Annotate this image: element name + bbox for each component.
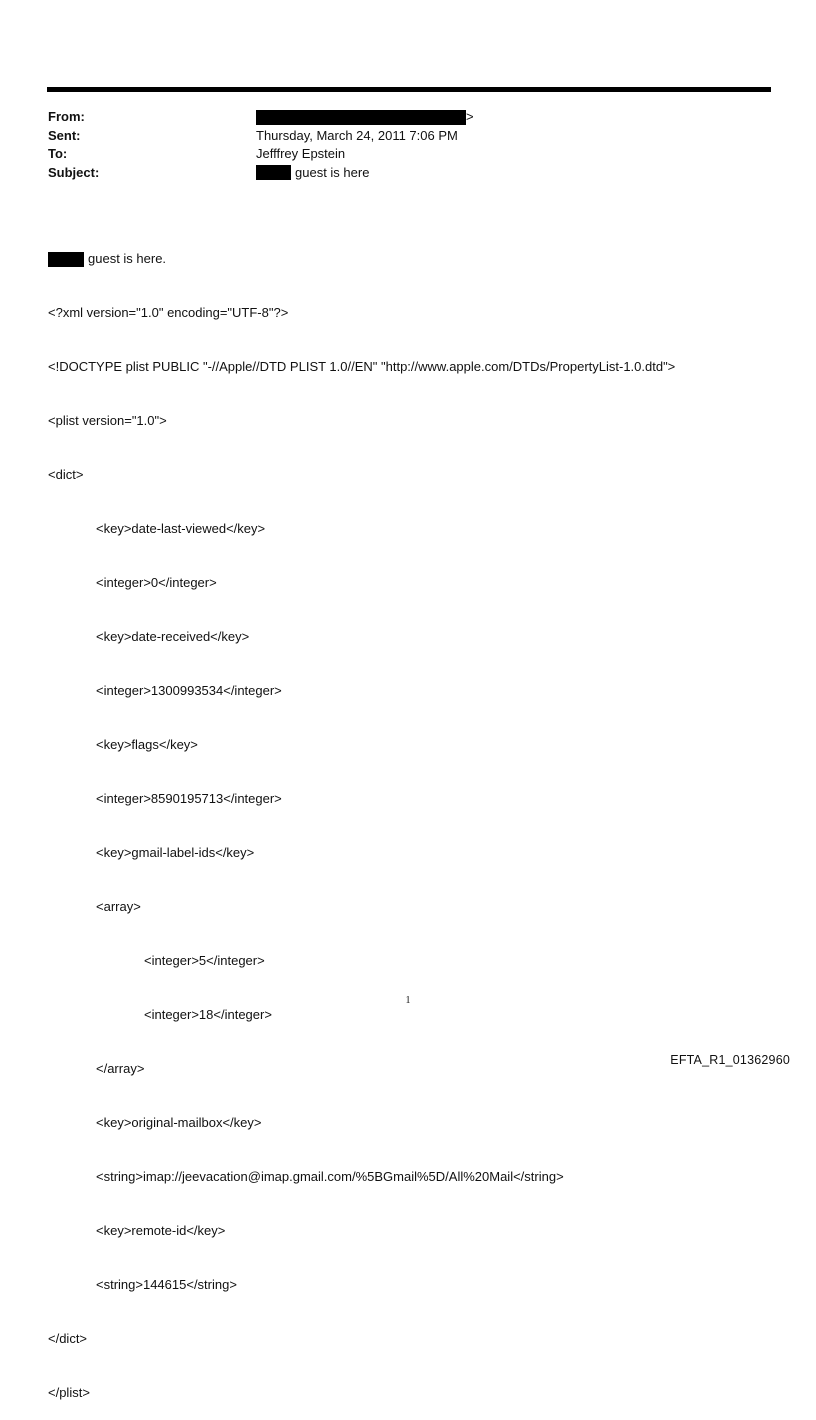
subject-text: guest is here [295,164,370,180]
body-line: <integer>18</integer> [144,1007,272,1022]
body-line: <array> [96,899,141,914]
subject-value [256,164,369,183]
body-line: <key>date-last-viewed</key> [96,521,266,536]
body-line: <key>gmail-label-ids</key> [96,845,255,860]
body-line: <integer>1300993534</integer> [96,683,282,698]
to-value: Jefffrey Epstein [256,146,346,161]
sent-row [48,127,728,146]
body-line: </array> [96,1061,145,1076]
body-first-line-text: guest is here. [88,251,167,266]
body-line: <key>original-mailbox</key> [96,1115,262,1130]
sent-value: Thursday, March 24, 2011 7:06 PM [256,127,458,143]
subject-label: Subject: [48,164,100,180]
body-line: <!DOCTYPE plist PUBLIC "-//Apple//DTD PLIST 1.0//EN" "http://www.apple.com/DTDs/PropertyList-1.0.dtd"> [48,359,676,374]
page-number: 1 [405,995,411,1006]
top-rule [47,87,771,92]
to-row [48,145,728,164]
to-label: To: [48,146,68,161]
body-line: <key>date-received</key> [96,629,250,644]
body-line: <?xml version="1.0" encoding="UTF-8"?> [48,305,289,320]
email-body [48,214,788,1420]
body-line: <key>remote-id</key> [96,1223,226,1238]
body-line: <string>imap://jeevacation@imap.gmail.com/%5BGmail%5D/All%20Mail</string> [96,1169,564,1184]
redaction-box [256,165,291,180]
subject-row [48,164,728,183]
body-line: </plist> [48,1385,90,1400]
from-row [48,108,728,127]
redaction-box [256,110,466,125]
body-line: <integer>8590195713</integer> [96,791,282,806]
body-first-line [48,250,788,268]
sent-label: Sent: [48,127,81,143]
from-value [256,108,474,127]
body-line: <string>144615</string> [96,1277,237,1292]
from-suffix: > [466,109,474,124]
body-line: <dict> [48,467,84,482]
body-line: <plist version="1.0"> [48,413,167,428]
redaction-box [48,252,84,267]
body-line: <integer>0</integer> [96,575,217,590]
body-line: <key>flags</key> [96,737,198,752]
body-line: <integer>5</integer> [144,953,265,968]
from-label: From: [48,109,85,124]
email-header [48,108,728,182]
document-id: EFTA_R1_01362960 [670,1053,790,1067]
body-line: </dict> [48,1331,88,1346]
